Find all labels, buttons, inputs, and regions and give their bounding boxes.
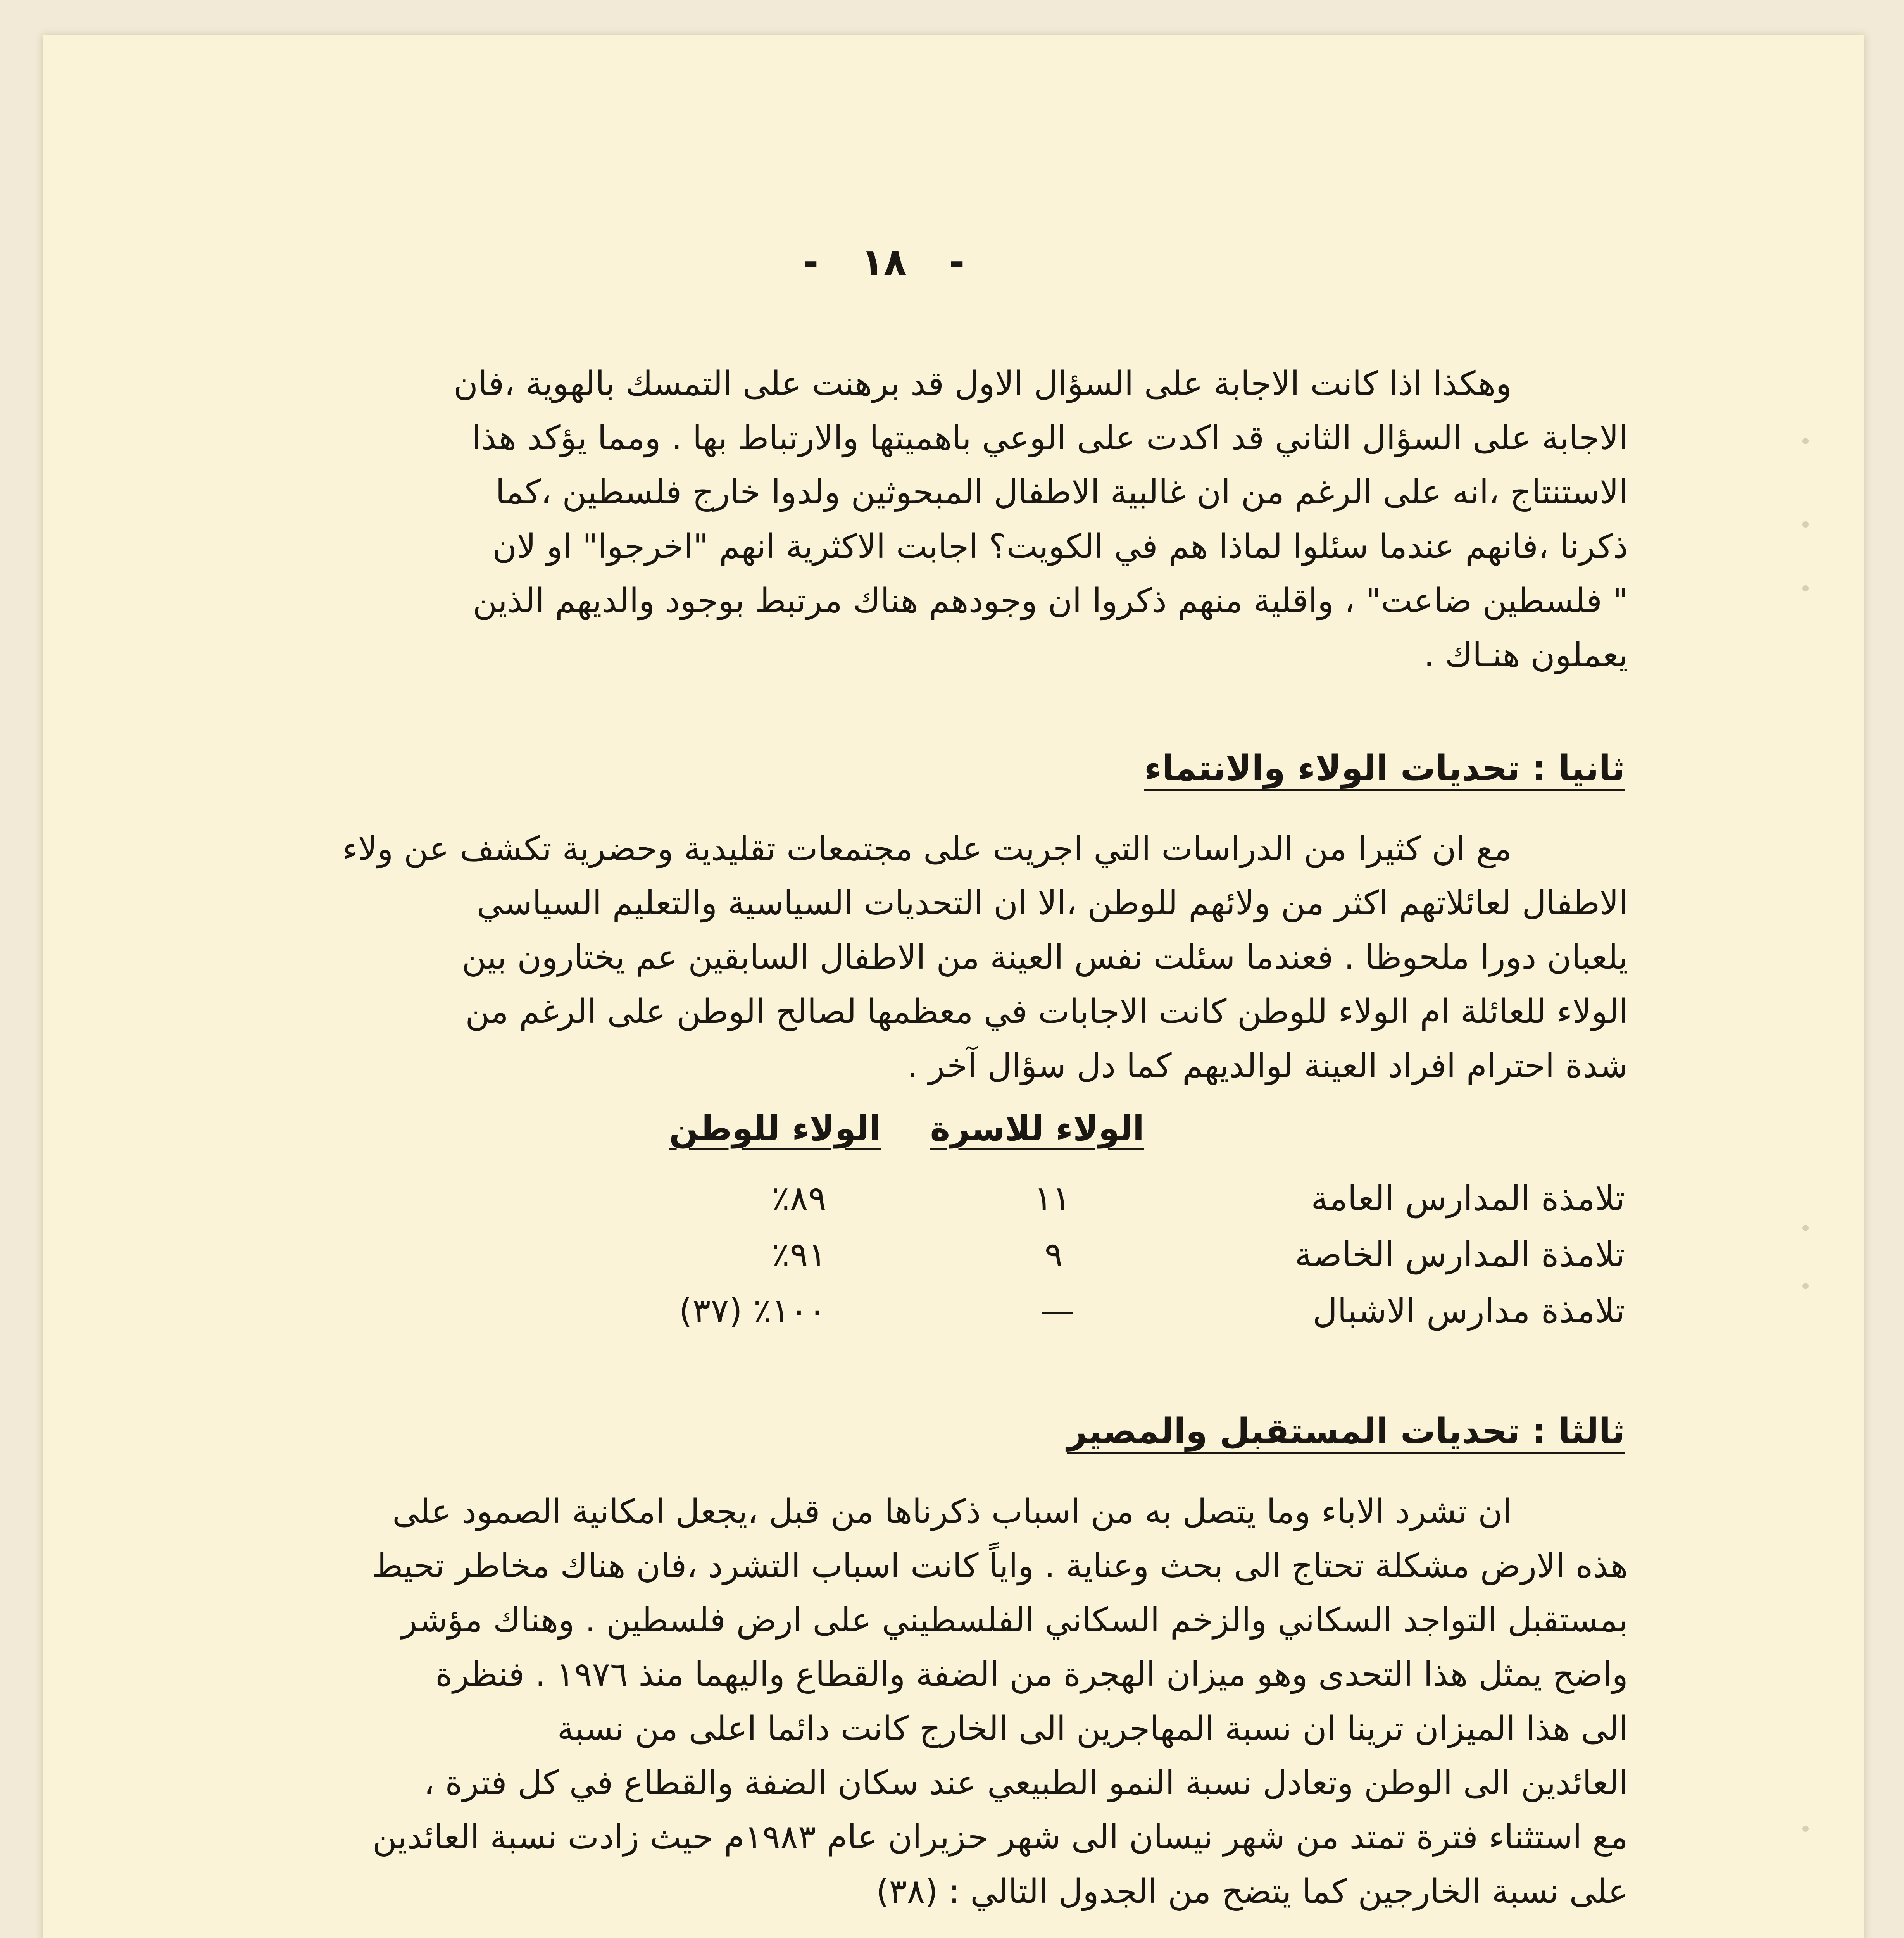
paragraph-loyalty [248,822,1628,1093]
text-line: بمستقبل التواجد السكاني والزخم السكاني الفلسطيني على ارض فلسطين . وهناك مؤشر [401,1601,1628,1640]
row-label: تلامذة المدارس العامة [1311,1178,1625,1218]
section-heading-loyalty: ثانيا : تحديات الولاء والانتماء [1144,748,1625,789]
punch-hole [1802,585,1809,591]
text-line: الاستنتاج ،انه على الرغم من ان غالبية الاطفال المبحوثين ولدوا خارج فلسطين ،كما [495,473,1628,512]
nation-value: ٨٩٪ [771,1178,826,1218]
punch-hole [1802,438,1809,444]
text-line: واضح يمثل هذا التحدى وهو ميزان الهجرة من الضفة والقطاع واليهما منذ ١٩٧٦ . فنظرة [435,1655,1628,1694]
text-line: " فلسطين ضاعت" ، واقلية منهم ذكروا ان وجودهم هناك مرتبط بوجود والديهم الذين [473,581,1628,620]
punch-hole [1802,1225,1809,1231]
text-line: الاطفال لعائلاتهم اكثر من ولائهم للوطن ،الا ان التحديات السياسية والتعليم السياسي [476,884,1628,922]
text-line: الاجابة على السؤال الثاني قد اكدت على الوعي باهميتها والارتباط بها . ومما يؤكد هذا [472,419,1628,457]
text-line: يعملون هنـاك . [1424,636,1628,674]
text-line: مع ان كثيرا من الدراسات التي اجريت على مجتمعات تقليدية وحضرية تكشف عن ولاء [342,829,1512,868]
family-value: — [1040,1291,1074,1331]
text-line: على نسبة الخارجين كما يتضح من الجدول التالي : (٣٨) [876,1872,1628,1911]
punch-hole [1802,521,1809,528]
text-line: شدة احترام افراد العينة لوالديهم كما دل سؤال آخر . [907,1047,1628,1085]
family-value: ١١ [1034,1178,1071,1218]
page-number-value: ١٨ [861,240,907,284]
text-line: هذه الارض مشكلة تحتاج الى بحث وعناية . واياً كانت اسباب التشرد ،فان هناك مخاطر تحيط [372,1547,1628,1585]
text-line: يلعبان دورا ملحوظا . فعندما سئلت نفس العينة من الاطفال السابقين عم يختارون بين [462,938,1628,977]
paragraph-identity [248,357,1628,682]
column-header-nation: الولاء للوطن [669,1109,881,1148]
text-line: مع استثناء فترة تمتد من شهر نيسان الى شهر حزيران عام ١٩٨٣م حيث زادت نسبة العائدين [372,1818,1628,1857]
punch-hole [1802,1826,1809,1832]
punch-hole [1802,1283,1809,1289]
text-line: وهكذا اذا كانت الاجابة على السؤال الاول قد برهنت على التمسك بالهوية ،فان [454,364,1512,403]
nation-value: ١٠٠٪ (٣٧) [679,1291,826,1331]
page-number: - ١٨ - [803,240,965,284]
family-value: ٩ [1044,1235,1063,1274]
nation-value: ٩١٪ [771,1235,826,1274]
paragraph-future [248,1485,1628,1919]
row-label: تلامذة مدارس الاشبال [1312,1291,1625,1331]
section-heading-future: ثالثا : تحديات المستقبل والمصير [1067,1411,1625,1452]
text-line: الولاء للعائلة ام الولاء للوطن كانت الاجابات في معظمها لصالح الوطن على الرغم من [465,992,1628,1031]
text-line: ذكرنا ،فانهم عندما سئلوا لماذا هم في الكويت؟ اجابت الاكثرية انهم "اخرجوا" او لان [492,527,1628,566]
column-header-family: الولاء للاسرة [930,1109,1144,1148]
row-label: تلامذة المدارس الخاصة [1295,1235,1625,1274]
text-line: ان تشرد الاباء وما يتصل به من اسباب ذكرناها من قبل ،يجعل امكانية الصمود على [392,1492,1512,1531]
text-line: العائدين الى الوطن وتعادل نسبة النمو الطبيعي عند سكان الضفة والقطاع في كل فترة ، [424,1764,1628,1802]
text-line: الى هذا الميزان ترينا ان نسبة المهاجرين الى الخارج كانت دائما اعلى من نسبة [557,1709,1628,1748]
